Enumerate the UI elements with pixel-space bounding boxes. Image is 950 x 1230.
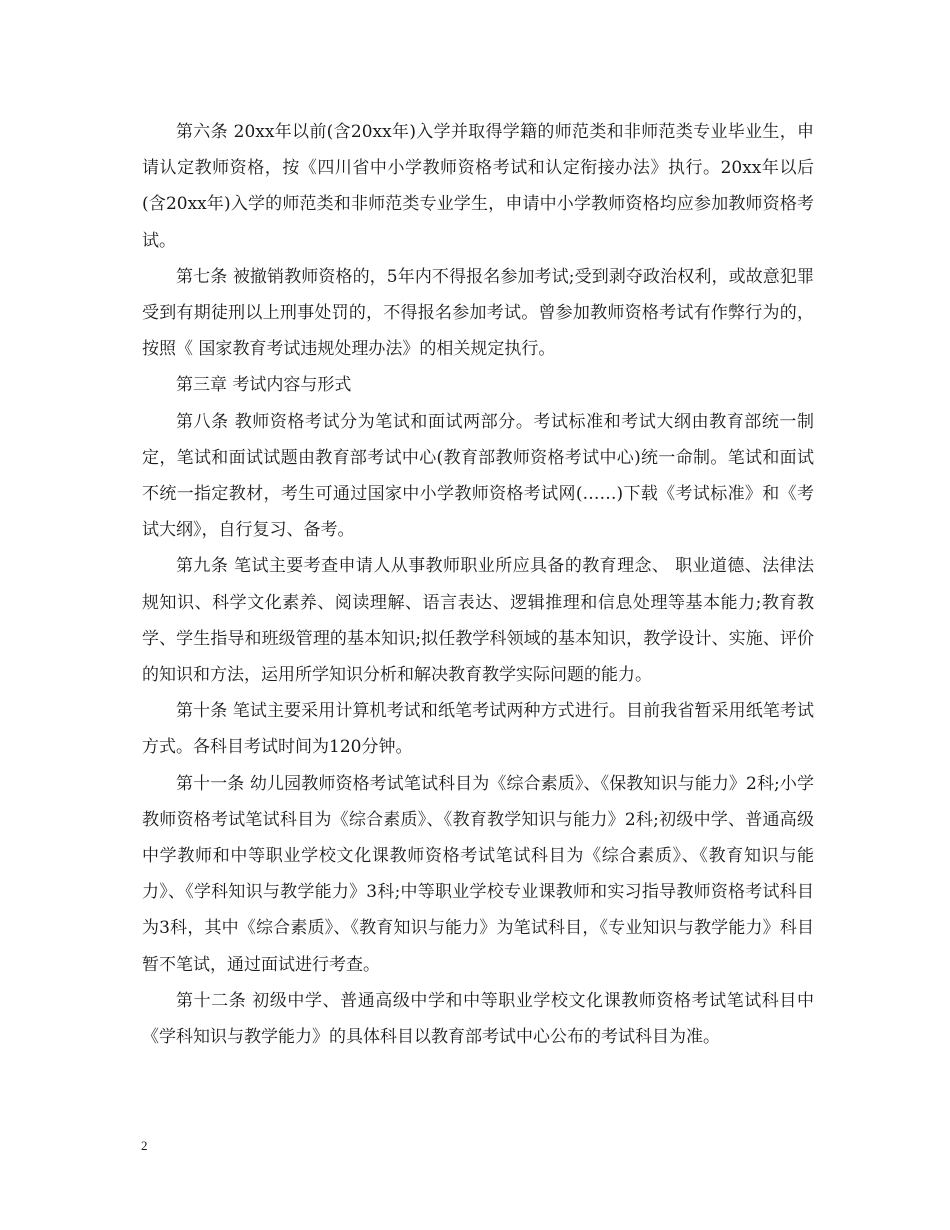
article-6-paragraph: 第六条 20xx年以前(含20xx年)入学并取得学籍的师范类和非师范类专业毕业生，申请认定教师资格，按《四川省中小学教师资格考试和认定衔接办法》执行。20xx年以后(含20xx年)入学的师范类和非师范类专业学生，申请中小学教师资格均应参加教师资格考试。 (142, 122, 814, 251)
article-7-paragraph: 第七条 被撤销教师资格的，5年内不得报名参加考试;受到剥夺政治权利，或故意犯罪受到有期徒刑以上刑事处罚的，不得报名参加考试。曾参加教师资格考试有作弊行为的，按照《 国家教育考试违规处理办法》的相关规定执行。 (142, 266, 814, 360)
article-10-paragraph: 第十条 笔试主要采用计算机考试和纸笔考试两种方式进行。目前我省暂采用纸笔考试方式。各科目考试时间为120分钟。 (142, 701, 814, 758)
document-body (142, 114, 814, 1055)
article-9-paragraph: 第九条 笔试主要考查申请人从事教师职业所应具备的教育理念、 职业道德、法律法规知识、科学文化素养、阅读理解、语言表达、逻辑推理和信息处理等基本能力;教育教学、学生指导和班级管理的基本知识;拟任教学科领域的基本知识，教学设计、实施、评价的知识和方法，运用所学知识分析和解决教育教学实际问题的能力。 (142, 556, 814, 686)
article-11-paragraph: 第十一条 幼儿园教师资格考试笔试科目为《综合素质》、《保教知识与能力》2科;小学教师资格考试笔试科目为《综合素质》、《教育教学知识与能力》2科;初级中学、普通高级中学教师和中等职业学校文化课教师资格考试笔试科目为《综合素质》、《教育知识与能力》、《学科知识与教学能力》3科;中等职业学校专业课教师和实习指导教师资格考试科目为3科，其中《综合素质》、《教育知识与能力》为笔试科目，《专业知识与教学能力》科目暂不笔试，通过面试进行考查。 (142, 773, 814, 975)
chapter-3-heading: 第三章 考试内容与形式 (176, 375, 352, 396)
page-number: 2 (141, 1138, 148, 1153)
article-12-paragraph: 第十二条 初级中学、普通高级中学和中等职业学校文化课教师资格考试笔试科目中《学科知识与教学能力》的具体科目以教育部考试中心公布的考试科目为准。 (142, 990, 814, 1048)
article-8-paragraph: 第八条 教师资格考试分为笔试和面试两部分。考试标准和考试大纲由教育部统一制定，笔试和面试试题由教育部考试中心(教育部教师资格考试中心)统一命制。笔试和面试不统一指定教材，考生可通过国家中小学教师资格考试网(……)下载《考试标准》和《考试大纲》，自行复习、备考。 (142, 411, 814, 541)
